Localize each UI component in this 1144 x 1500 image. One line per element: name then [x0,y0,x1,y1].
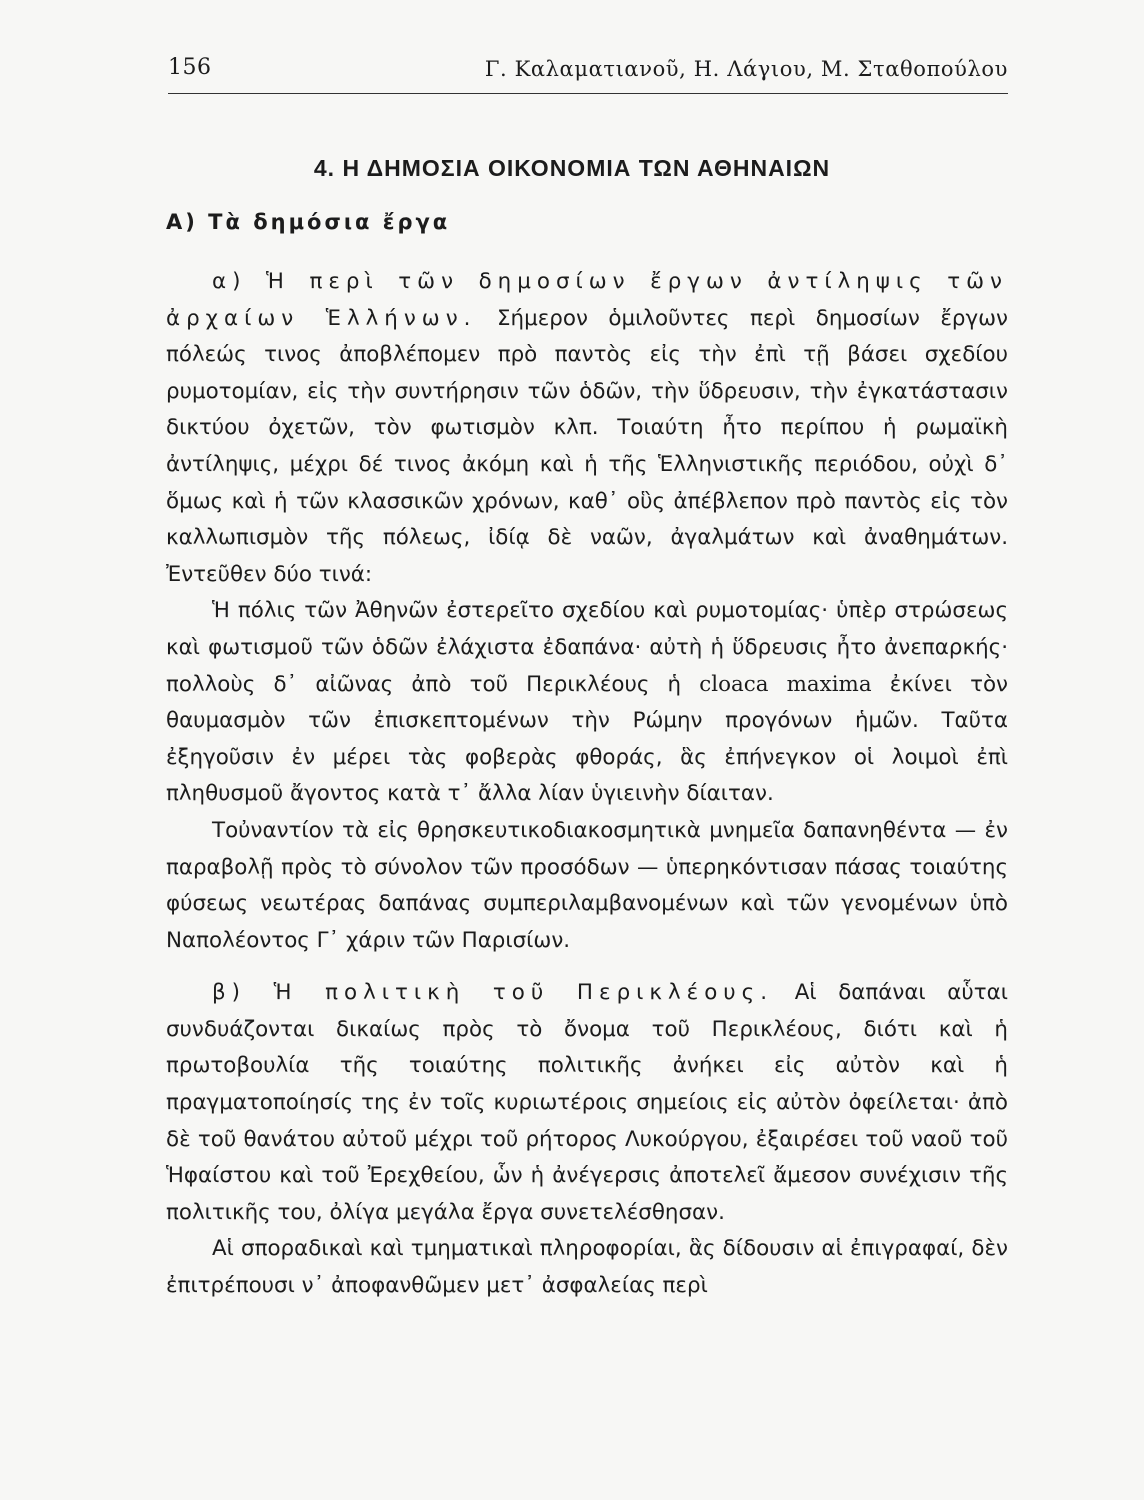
paragraph-contrary: Τοὐναντίον τὰ εἰς θρησκευτικοδιακοσμητικὰ μνημεῖα δαπανηθέντα — ἐν παραβολῇ πρὸς τὸ σύνολον τῶν προσόδων — ὑπερηκόντισαν πάσας τοιαύτης φύσεως νεωτέρας δαπάνας συμπεριλαμβανομένων καὶ τῶν γενομένων ὑπὸ Ναπολέοντος Γ᾽ χάριν τῶν Παρισίων. [166,817,1008,953]
chapter-title: 4. Η ΔΗΜΟΣΙΑ ΟΙΚΟΝΟΜΙΑ ΤΩΝ ΑΘΗΝΑΙΩΝ [313,155,831,181]
paragraph-alpha-heading: α) Ἡ περὶ τῶν δημοσίων ἔργων ἀντίληψις τῶν ἀρχαίων Ἑλλήνων. [166,269,1008,331]
paragraph-city [166,593,1008,813]
paragraph-beta-text: Αἱ δαπάναι αὗται συνδυάζονται δικαίως πρὸς τὸ ὄνομα τοῦ Περικλέους, διότι καὶ ἡ πρωτοβουλία τῆς τοιαύτης πολιτικῆς ἀνήκει εἰς αὐτὸν καὶ ἡ πραγματοποίησίς της ἐν τοῖς κυριωτέροις σημείοις εἰς αὐτὸν ὀφείλεται· ἀπὸ δὲ τοῦ θανάτου αὐτοῦ μέχρι τοῦ ρήτορος Λυκούργου, ἐξαιρέσει τοῦ ναοῦ τοῦ Ἡφαίστου καὶ τοῦ Ἐρεχθείου, ὧν ἡ ἀνέγερσις ἀποτελεῖ ἄμεσον συνέχισιν τῆς πολιτικῆς του, ὀλίγα μεγάλα ἔργα συνετελέσθησαν. [166,980,1008,1225]
paragraph-beta-heading: β) Ἡ πολιτικὴ τοῦ Περικλέους. [212,980,774,1006]
paragraph-beta [166,975,1008,1231]
paragraph-inscriptions: Αἱ σποραδικαὶ καὶ τμηματικαὶ πληροφορίαι, ἃς δίδουσιν αἱ ἐπιγραφαί, δὲν ἐπιτρέπουσι ν᾽ ἀποφανθῶμεν μετ᾽ ἀσφαλείας περὶ [166,1236,1008,1299]
body-text [166,264,1008,1305]
paragraph-alpha-text: Σήμερον ὁμιλοῦντες περὶ δημοσίων ἔργων πόλεώς τινος ἀποβλέπομεν πρὸ παντὸς εἰς τὴν ἐπὶ τῇ βάσει σχεδίου ρυμοτομίαν, εἰς τὴν συντήρησιν τῶν ὁδῶν, τὴν ὕδρευσιν, τὴν ἐγκατάστασιν δικτύου ὀχετῶν, τὸν φωτισμὸν κλπ. Τοιαύτη ἦτο περίπου ἡ ρωμαϊκὴ ἀντίληψις, μέχρι δέ τινος ἀκόμη καὶ ἡ τῆς Ἑλληνιστικῆς περιόδου, οὐχὶ δ᾽ ὅμως καὶ ἡ τῶν κλασσικῶν χρόνων, καθ᾽ οὓς ἀπέβλεπον πρὸ παντὸς εἰς τὸν καλλωπισμὸν τῆς πόλεως, ἰδίᾳ δὲ ναῶν, ἀγαλμάτων καὶ ἀναθημάτων. Ἐντεῦθεν δύο τινά: [166,305,1008,587]
page-number: 156 [168,55,212,80]
paragraph-alpha [166,264,1008,593]
running-head: Γ. Καλαματιανοῦ, Η. Λάγιου, Μ. Σταθοπούλου [484,57,1008,81]
section-subheading: Α) Τὰ δημόσια ἔργα [166,210,451,234]
paragraph-city-text-1: Ἡ πόλις τῶν Ἀθηνῶν ἐστερεῖτο σχεδίου καὶ ρυμοτομίας· ὑπὲρ στρώσεως καὶ φωτισμοῦ τῶν ὁδῶν ἐλάχιστα ἐδαπάνα· αὐτὴ ἡ ὕδρευσις ἦτο ἀνεπαρκής· πολλοὺς δ᾽ αἰῶνας ἀπὸ τοῦ Περικλέους ἡ [166,598,1008,697]
page-header [168,55,1008,94]
latin-phrase: cloaca maxima [699,671,872,697]
paragraph-city-text-2: ἐκίνει τὸν θαυμασμὸν τῶν ἐπισκεπτομένων τὴν Ρώμην προγόνων ἡμῶν. Ταῦτα ἐξηγοῦσιν ἐν μέρει τὰς φοβερὰς φθοράς, ἃς ἐπήνεγκον οἱ λοιμοὶ ἐπὶ πληθυσμοῦ ἄγοντος κατὰ τ᾽ ἄλλα λίαν ὑγιεινὴν δίαιταν. [166,671,1008,807]
